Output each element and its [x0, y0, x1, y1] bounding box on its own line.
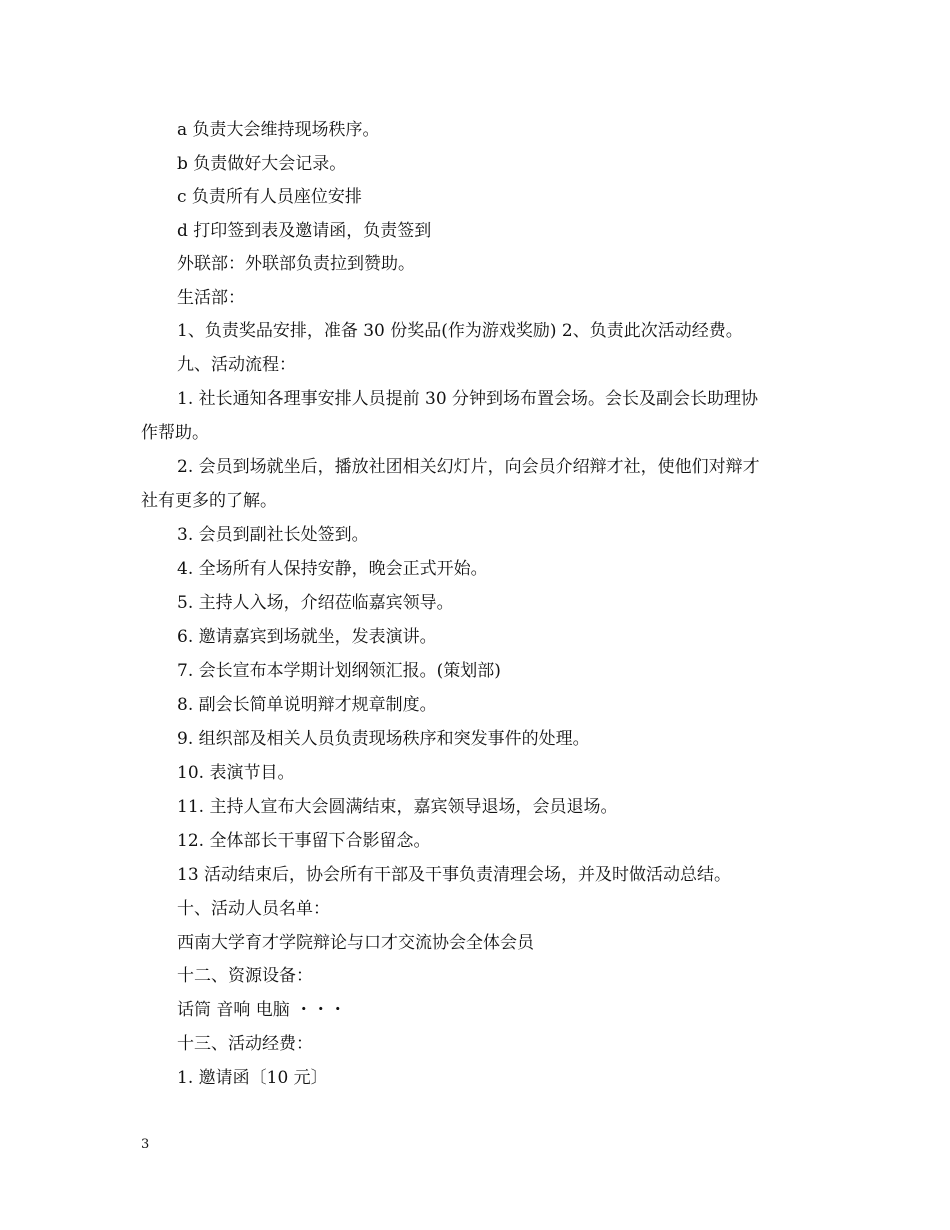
- text-line: 7. 会长宣布本学期计划纲领汇报。(策划部): [177, 661, 501, 681]
- text-line: 10. 表演节目。: [177, 763, 295, 783]
- text-line: 6. 邀请嘉宾到场就坐，发表演讲。: [177, 627, 437, 647]
- text-line: 话筒 音响 电脑 ・・・: [177, 1000, 347, 1020]
- section-heading: 十二、资源设备：: [177, 966, 313, 986]
- text-line: 4. 全场所有人保持安静，晚会正式开始。: [177, 559, 488, 579]
- text-line-continued: 作帮助。: [141, 423, 209, 443]
- section-heading: 九、活动流程：: [177, 355, 296, 375]
- text-line: b 负责做好大会记录。: [177, 154, 347, 174]
- text-line: 生活部：: [177, 288, 245, 308]
- text-line: 12. 全体部长干事留下合影留念。: [177, 831, 431, 851]
- section-heading: 十三、活动经费：: [177, 1034, 313, 1054]
- text-line: 1. 社长通知各理事安排人员提前 30 分钟到场布置会场。会长及副会长助理协: [177, 389, 759, 409]
- text-line: 1. 邀请函〔10 元〕: [177, 1068, 328, 1088]
- text-line: 西南大学育才学院辩论与口才交流协会全体会员: [177, 933, 534, 953]
- page-number: 3: [141, 1137, 150, 1152]
- text-line: a 负责大会维持现场秩序。: [177, 120, 380, 140]
- text-line: c 负责所有人员座位安排: [177, 187, 362, 207]
- text-line: 外联部：外联部负责拉到赞助。: [177, 254, 415, 274]
- text-line: 3. 会员到副社长处签到。: [177, 525, 369, 545]
- text-line-continued: 社有更多的了解。: [141, 491, 277, 511]
- text-line: 1、负责奖品安排，准备 30 份奖品(作为游戏奖励) 2、负责此次活动经费。: [177, 321, 743, 341]
- text-line: 9. 组织部及相关人员负责现场秩序和突发事件的处理。: [177, 729, 590, 749]
- text-line: 8. 副会长简单说明辩才规章制度。: [177, 695, 437, 715]
- text-line: 2. 会员到场就坐后，播放社团相关幻灯片，向会员介绍辩才社，使他们对辩才: [177, 457, 760, 477]
- text-line: 5. 主持人入场，介绍莅临嘉宾领导。: [177, 593, 454, 613]
- text-line: 13 活动结束后，协会所有干部及干事负责清理会场，并及时做活动总结。: [177, 865, 732, 885]
- section-heading: 十、活动人员名单：: [177, 899, 330, 919]
- text-line: 11. 主持人宣布大会圆满结束，嘉宾领导退场，会员退场。: [177, 797, 618, 817]
- text-line: d 打印签到表及邀请函，负责签到: [177, 221, 432, 241]
